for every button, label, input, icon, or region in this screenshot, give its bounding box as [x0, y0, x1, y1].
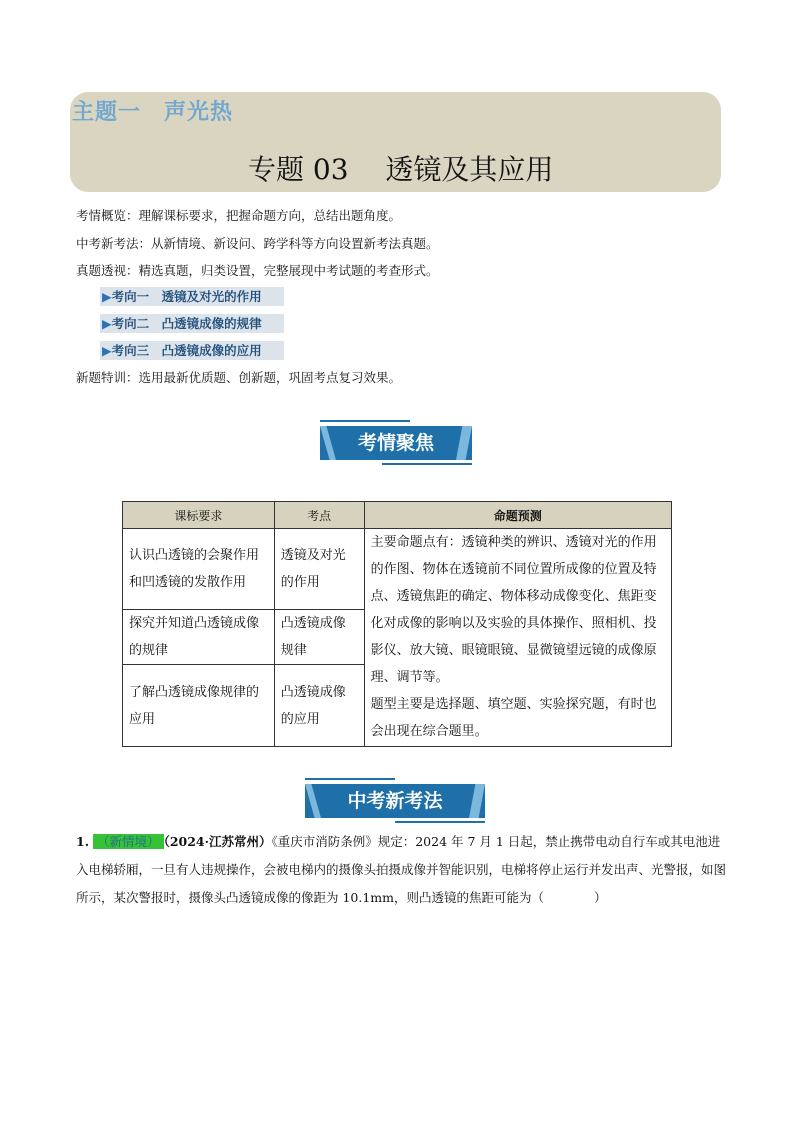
theme-title: 主题一 声光热 [72, 100, 234, 125]
new-context-tag: （新情境） [93, 834, 164, 849]
direction-label: 考向三 凸透镜成像的应用 [111, 343, 262, 358]
intro-training: 新题特训：选用最新优质题、创新题，巩固考点复习效果。 [76, 370, 402, 385]
banner-new-exam-text: 中考新考法 [347, 790, 443, 812]
banner-new-exam [305, 778, 485, 818]
intro-real-questions: 真题透视：精选真题，归类设置，完整展现中考试题的考查形式。 [76, 263, 439, 278]
triangle-icon: ▶ [102, 289, 112, 304]
intro-overview: 考情概览：理解课标要求，把握命题方向，总结出题角度。 [76, 208, 402, 223]
direction-label: 考向一 透镜及对光的作用 [111, 289, 262, 304]
direction-1[interactable] [100, 287, 284, 306]
prediction-cell [364, 529, 671, 747]
header-prediction: 命题预测 [364, 502, 671, 529]
question-source: （2024·江苏常州） [163, 834, 272, 849]
row-3-point: 凸透镜成像的应用 [274, 665, 364, 747]
header-requirement: 课标要求 [123, 502, 275, 529]
intro-new-method: 中考新考法：从新情境、新设问、跨学科等方向设置新考法真题。 [76, 236, 439, 251]
direction-2[interactable] [100, 314, 284, 333]
prediction-text-2: 题型主要是选择题、填空题、实验探究题，有时也会出现在综合题里。 [370, 697, 657, 739]
page-title: 专题 03 透镜及其应用 [248, 153, 554, 186]
question-number: 1. [76, 834, 90, 849]
row-1-point: 透镜及对光的作用 [274, 529, 364, 610]
row-3-req: 了解凸透镜成像规律的应用 [123, 665, 275, 747]
question-1 [76, 828, 726, 912]
row-1-req: 认识凸透镜的会聚作用和凹透镜的发散作用 [123, 529, 275, 610]
prediction-text: 主要命题点有：透镜种类的辨识、透镜对光的作用的作图、物体在透镜前不同位置所成像的位置及特点、透镜焦距的确定、物体移动成像变化、焦距变化对成像的影响以及实验的具体操作、照相机、投影仪、放大镜、眼镜眼镜、显微镜望远镜的成像原理、调节等。 [370, 535, 657, 685]
triangle-icon: ▶ [102, 316, 112, 331]
header-point: 考点 [274, 502, 364, 529]
direction-3[interactable] [100, 341, 284, 360]
triangle-icon: ▶ [102, 343, 112, 358]
banner-focus-text: 考情聚焦 [357, 432, 434, 454]
banner-focus [320, 420, 472, 460]
requirements-table [122, 501, 672, 747]
direction-label: 考向二 凸透镜成像的规律 [111, 316, 262, 331]
row-2-req: 探究并知道凸透镜成像的规律 [123, 610, 275, 665]
question-text: 《重庆市消防条例》规定：2024 年 7 月 1 日起，禁止携带电动自行车或其电池进入电梯轿厢，一旦有人违规操作，会被电梯内的摄像头拍摄成像并智能识别，电梯将停止运行并发出声、光警报，如图所示，某次警报时，摄像头凸透镜成像的像距为 10.1mm，则凸透镜的焦距可能为（ ） [76, 834, 727, 905]
row-2-point: 凸透镜成像规律 [274, 610, 364, 665]
